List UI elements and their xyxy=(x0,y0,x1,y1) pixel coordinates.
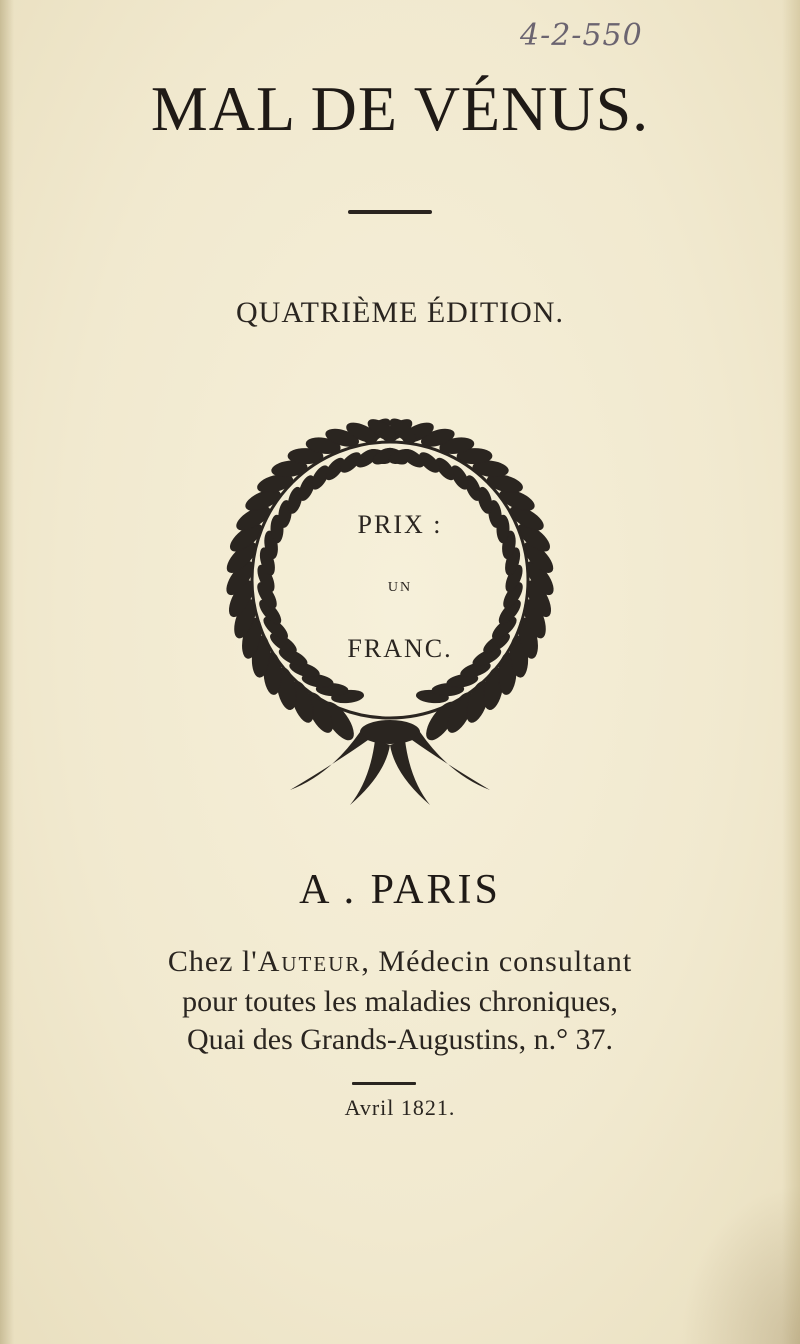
imprint-author: Auteur xyxy=(257,945,362,978)
date-divider xyxy=(352,1082,416,1085)
paper-stain xyxy=(680,1184,800,1344)
imprint-line-2: pour toutes les maladies chroniques, xyxy=(182,985,618,1018)
edition-statement: QUATRIÈME ÉDITION. xyxy=(236,296,564,329)
imprint-prefix: Chez l' xyxy=(167,945,258,978)
page-edge-right xyxy=(782,0,800,1344)
imprint-suffix: , Médecin consultant xyxy=(361,945,633,978)
handwritten-shelfmark: 4-2-550 xyxy=(520,18,643,53)
publication-date: Avril 1821. xyxy=(344,1095,456,1120)
price-unit: FRANC. xyxy=(347,634,453,663)
title-divider xyxy=(348,210,432,214)
imprint-place: A . PARIS xyxy=(299,867,501,913)
imprint-line-1 xyxy=(0,945,800,979)
page-edge-left xyxy=(0,0,14,1344)
price-label: PRIX : xyxy=(357,510,443,539)
imprint-line-3: Quai des Grands-Augustins, n.° 37. xyxy=(186,1023,614,1056)
price-amount-un: UN xyxy=(387,580,413,595)
book-title: MAL DE VÉNUS. xyxy=(150,73,650,144)
